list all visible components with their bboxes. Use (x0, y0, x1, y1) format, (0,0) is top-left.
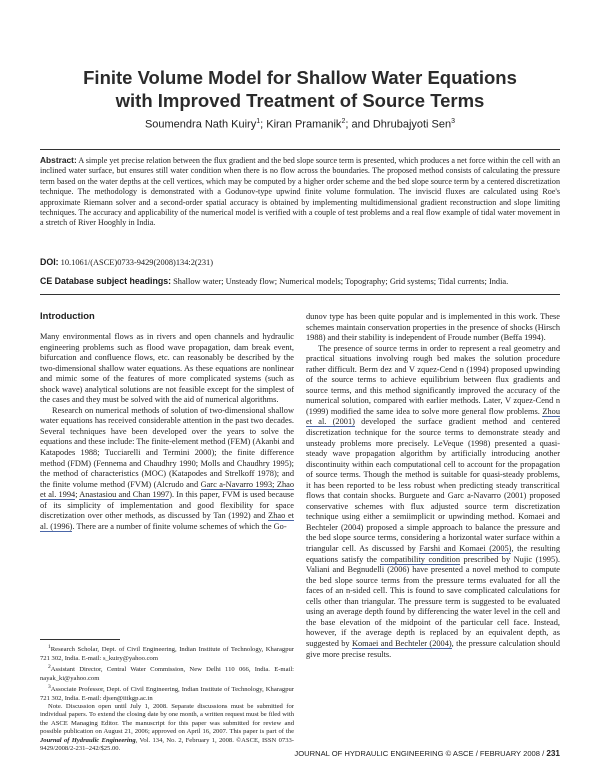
subject-label: CE Database subject headings: (40, 276, 172, 286)
subject-value: Shallow water; Unsteady flow; Numerical models; Topography; Grid systems; Tidal currents; India. (173, 277, 509, 286)
author-2: ; Kiran Pramanik (260, 118, 342, 131)
author-list (40, 118, 560, 131)
author-3: ; and Dhrubajyoti Sen (345, 118, 452, 131)
footnote-1 (40, 643, 294, 663)
note-journal-name: Journal of Hydraulic Engineering (40, 736, 136, 744)
footer-journal: JOURNAL OF HYDRAULIC ENGINEERING © ASCE / FEBRUARY 2008 / (294, 749, 547, 758)
right-paragraph-2 (306, 344, 560, 660)
left-p2-text-b: ; (75, 490, 80, 500)
ref-link-zhou-2001[interactable]: Zhou et al. (2001) (306, 406, 560, 427)
doi-value[interactable]: 10.1061/(ASCE)0733-9429(2008)134:2(231) (60, 258, 214, 267)
author-2-affil: 2 (341, 118, 346, 125)
left-p2-text-c: ). In this paper, FVM is used because of its simplicity of implementation and good flexibility for space discretization over other methods, as discussed by Tan (1992) and (40, 490, 294, 521)
left-paragraph-1: Many environmental flows as in rivers and open channels and hydraulic engineering problems such as flood wave propagation, dam break event, bifurcation and confluence flows, etc. can reasonably be described by the two-dimensional shallow water equations. As these equations are nonlinear and mimic some of the features of more complicated systems (such as shock wave) analytical solutions are not feasible except for the simplest of the cases and they must be solved with the aid of numerical algorithms. (40, 332, 294, 405)
right-p2-text-b: developed the surface gradient method and centered discretization technique for the source terms to demonstrate steady and unsteady problems more precisely. LeVeque (1998) presented a quasi-steady wave propagation algorithm by artificially introducing another discontinuity within each computational cell to account for the propagation of source terms. Though the method is suitable for quasi-steady problems, it has been reported to be less robust when predicting steady transcritical flows that contain shocks. Burguete and Garc a-Navarro (2001) proposed conservative schemes with flux adjusted source term discretization technique using either a semiimplicit or upwinding method. Komaei and Bechteler (2004) proposed a simple approach to balance the pressure and the bed slope source terms, considering a horizontal water surface within a triangular cell. As discussed by (306, 417, 560, 554)
footnote-3-mark: 3 (48, 684, 51, 690)
section-rule (40, 294, 560, 295)
title-line-1: Finite Volume Model for Shallow Water Equations (83, 67, 517, 88)
doi-line (40, 257, 560, 267)
right-column (306, 312, 560, 660)
header-rule (40, 149, 560, 150)
right-p2-text-a: The presence of source terms in order to represent a real geometry and practical situations involving rough bed makes the solution procedure rather difficult. Berm dez and V zquez-Cend n (1994) proposed upwinding of the source terms to achieve equilibrium between flux gradients and source terms, and this method significantly improved the accuracy of the numerical solution, compared with earlier methods. Later, V zquez-Cend n (1999) modified the same idea to solve more general flow problems. (306, 343, 560, 416)
left-p2-text-a: Research on numerical methods of solution of two-dimensional shallow water equations has received considerable attention in the past two decades. Several techniques have been developed over the years to solve the equations and these include: The finite-element method (FEM) (Akanbi and Katapodes 1988; Tucciarelli and Termini 2000); the finite difference method (FDM) (Fennema and Chaudhry 1990; Molls and Chaudhry 1995); the method of characteristics (MOC) (Katapodes and Strelkoff 1978); and the finite volume method (FVM) (Alcrudo and (40, 405, 294, 489)
footnote-2 (40, 663, 294, 683)
page-footer (294, 749, 560, 758)
subject-headings (40, 276, 560, 286)
ref-link-compatibility[interactable]: compatibility condition (380, 554, 461, 564)
footnotes (40, 643, 294, 753)
footnote-1-mark: 1 (48, 644, 51, 650)
footnote-1-text: Research Scholar, Dept. of Civil Engineering, Indian Institute of Technology, Kharagpur 721 302, India. E-mail: s_kuiry@yahoo.com (40, 646, 294, 662)
left-column (40, 332, 294, 532)
right-paragraph-1: dunov type has been quite popular and is implemented in this work. These schemes maintain conservation properties in the presence of shocks (Hirsch 1988) and their stability is independent of Froude number (Beffa 1994). (306, 312, 560, 343)
note-text-b: , Vol. 134, No. 2, February 1, 2008. ©ASCE, ISSN 0733-9429/2008/2-231–242/$25.00. (40, 736, 294, 753)
right-p2-text-c: , the resulting equations satisfy the (306, 544, 560, 564)
ref-link-komaei-bechteler[interactable]: Komaei and Bechteler (2004) (351, 638, 452, 648)
doi-label: DOI: (40, 257, 59, 267)
footnote-rule (40, 639, 120, 640)
paper-title (40, 66, 560, 112)
left-paragraph-2 (40, 406, 294, 533)
author-3-affil: 3 (451, 118, 456, 125)
abstract (40, 155, 560, 229)
ref-link-farshi-komaei[interactable]: Farshi and Komaei (2005) (419, 544, 512, 554)
left-p2-text-d: . There are a number of finite volume schemes of which the Go- (72, 521, 287, 531)
ref-link-garcia-zhao[interactable]: Garc a-Navarro 1993; Zhao et al. 1994 (40, 479, 294, 500)
note-text-a: Note. Discussion open until July 1, 2008. Separate discussions must be submitted for individual papers. To extend the closing date by one month, a written request must be filed with the ASCE Managing Editor. The manuscript for this paper was submitted for review and possible publication on August 21, 2006; approved on April 16, 2007. This paper is part of the (40, 703, 294, 736)
intro-heading: Introduction (40, 310, 95, 321)
author-1-affil: 1 (256, 118, 261, 125)
author-1: Soumendra Nath Kuiry (144, 118, 257, 131)
ref-link-anastasiou[interactable]: Anastasiou and Chan 1997 (79, 490, 170, 500)
discussion-note (40, 703, 294, 753)
footnote-2-text: Assistant Director, Central Water Commission, New Delhi 110 066, India. E-mail: nayak_ki@yahoo.com (40, 666, 294, 682)
footnote-3-text: Associate Professor, Dept. of Civil Engineering, Indian Institute of Technology, Kharagpur 721 302, India. E-mail: djsen@iitkgp.ac.in (40, 686, 294, 702)
page-number: 231 (546, 749, 560, 758)
abstract-text: A simple yet precise relation between the flux gradient and the bed slope source term is presented, which produces a net force within the cell with an inclined water surface, but ensures still water condition when there is no flow across the boundaries. The proposed method consists of calculating the pressure term based on the water depths at the cell vertices, which may be computed by a higher order scheme and the bed slope source term by a centered discretization technique. The methodology is demonstrated with a Godunov-type upwind finite volume formulation. The inviscid fluxes are calculated using Roe's approximate Riemann solver and a second-order spatial accuracy is obtained by implementing multidimensional gradient reconstruction and slope limiting techniques. The accuracy and applicability of the numerical model is verified with a couple of test problems and a real flow example of tidal water movement in a stretch of River Hooghly in India. (40, 156, 560, 228)
footnote-3 (40, 683, 294, 703)
right-p2-text-e: , the pressure calculation should give more precise results. (306, 638, 560, 659)
footnote-2-mark: 2 (48, 664, 51, 670)
ref-link-zhao-1996[interactable]: Zhao et al. (1996) (40, 511, 294, 531)
right-p2-text-d: prescribed by Nujic (1995). Valiani and Begnudelli (2006) have presented a novel method to compute the bed slope source terms from the pressure terms evaluated for all the faces of an n-sided cell. This is found to save complicated calculations for cells other than triangular. The pressure term is suggested to be evaluated using an average depth found by differencing the water level in the cell and the base elevation of the midpoint of the particular cell face. Instead, however, if the average depth is replaced by an equivalent depth, as suggested by (306, 554, 560, 648)
title-line-2: with Improved Treatment of Source Terms (115, 90, 485, 111)
abstract-label: Abstract: (40, 155, 77, 165)
